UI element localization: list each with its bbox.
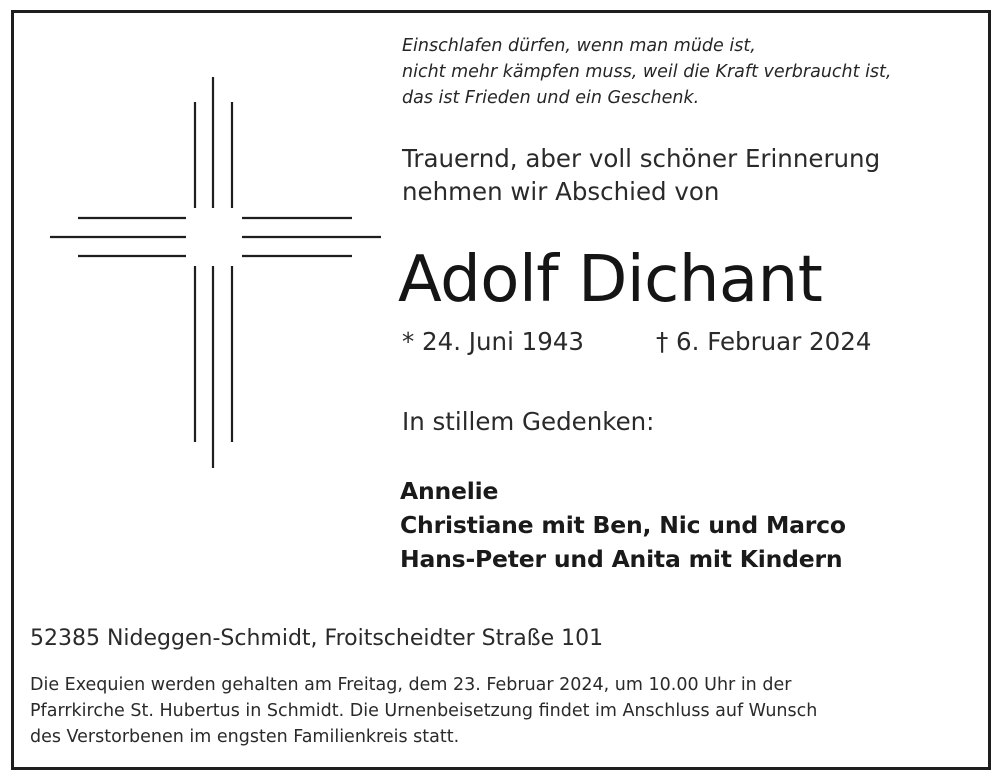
- birth-date: * 24. Juni 1943: [402, 327, 585, 356]
- mourners-list: [400, 474, 846, 576]
- memory-line: In stillem Gedenken:: [402, 407, 655, 436]
- deceased-name: Adolf Dichant: [398, 243, 823, 317]
- mourner-entry: Annelie: [400, 477, 499, 505]
- poem-line: Einschlafen dürfen, wenn man müde ist,: [402, 36, 756, 56]
- intro-line: Trauernd, aber voll schöner Erinnerung: [402, 144, 881, 173]
- notice-line: Die Exequien werden gehalten am Freitag, dem 23. Februar 2024, um 10.00 Uhr in der: [30, 675, 792, 695]
- mourner-entry: Hans-Peter und Anita mit Kindern: [400, 545, 843, 573]
- poem: [402, 33, 891, 111]
- notice-line: des Verstorbenen im engsten Familienkreis statt.: [30, 727, 460, 747]
- poem-line: das ist Frieden und ein Geschenk.: [402, 88, 700, 108]
- poem-line: nicht mehr kämpfen muss, weil die Kraft verbraucht ist,: [402, 62, 892, 82]
- family-address: 52385 Nideggen-Schmidt, Froitscheidter Straße 101: [30, 626, 604, 651]
- mourner-entry: Christiane mit Ben, Nic und Marco: [400, 511, 846, 539]
- life-dates: [402, 326, 872, 358]
- death-date: † 6. Februar 2024: [656, 327, 872, 356]
- notice-line: Pfarrkirche St. Hubertus in Schmidt. Die Urnenbeisetzung findet im Anschluss auf Wunsch: [30, 701, 818, 721]
- intro-line: nehmen wir Abschied von: [402, 177, 720, 206]
- intro-text: [402, 142, 880, 208]
- funeral-notice: [30, 672, 970, 750]
